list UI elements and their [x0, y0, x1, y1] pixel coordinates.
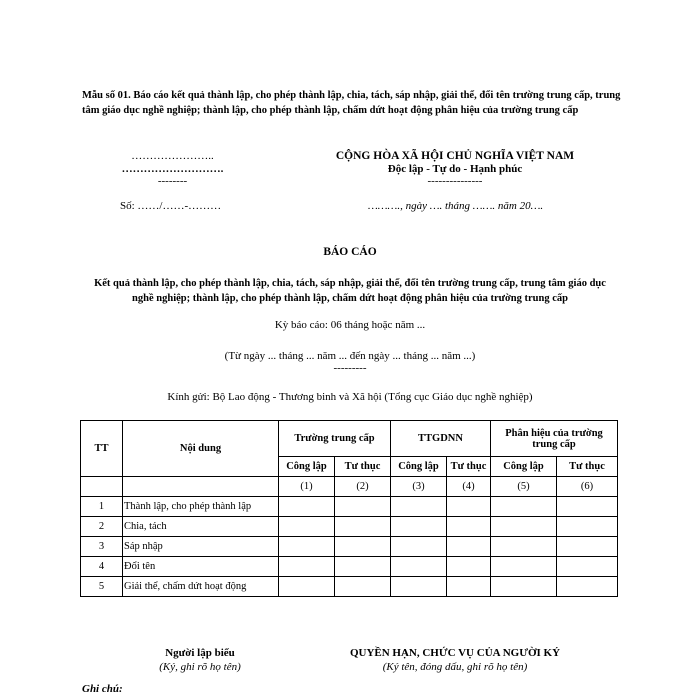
recipient: Kính gửi: Bộ Lao động - Thương binh và Xã hội (Tổng cục Giáo dục nghề nghiệp) — [167, 391, 533, 403]
table-cell[interactable] — [391, 517, 447, 537]
table-row — [81, 557, 618, 577]
signer-note: (Ký, ghi rõ họ tên) — [159, 661, 241, 673]
report-heading: BÁO CÁO — [323, 246, 377, 258]
table-cell[interactable] — [335, 577, 391, 597]
row-tt: 5 — [81, 577, 123, 597]
report-subtitle: Kết quả thành lập, cho phép thành lập, chia, tách, sáp nhập, giải thể, đổi tên trường trung cấp, trung tâm giáo dục nghề nghiệp; thành lập, cho phép thành lập, chấm dứt hoạt động phân hiệu của trường trung cấp — [94, 278, 606, 304]
form-title: Mẫu số 01. Báo cáo kết quả thành lập, cho phép thành lập, chia, tách, sáp nhập, giải thể, đổi tên trường trung cấp, trung tâm giáo dục nghề nghiệp; thành lập, cho phép thành lập, chấm dứt hoạt động phân hiệu của trường trung cấp — [82, 90, 621, 116]
nation-name: CỘNG HÒA XÃ HỘI CHỦ NGHĨA VIỆT NAM — [335, 150, 575, 162]
authority-note: (Ký tên, đóng dấu, ghi rõ họ tên) — [382, 661, 528, 673]
table-row — [81, 577, 618, 597]
notes-label: Ghi chú: — [82, 683, 123, 695]
header-private-1: Tư thục — [335, 457, 391, 477]
column-number: (4) — [447, 477, 491, 497]
table-cell[interactable] — [335, 497, 391, 517]
header-public-3: Công lập — [491, 457, 557, 477]
table-cell[interactable] — [279, 537, 335, 557]
table-cell[interactable] — [391, 577, 447, 597]
table-cell[interactable] — [391, 537, 447, 557]
report-separator: --------- — [333, 362, 367, 374]
table-cell[interactable] — [335, 537, 391, 557]
row-tt: 2 — [81, 517, 123, 537]
header-group-ttgdnn: TTGDNN — [391, 421, 491, 457]
table-cell[interactable] — [335, 517, 391, 537]
table-cell[interactable] — [391, 497, 447, 517]
header-tt: TT — [81, 421, 123, 477]
agency-separator: -------- — [157, 175, 188, 187]
table-cell[interactable] — [557, 557, 618, 577]
table-cell[interactable] — [491, 497, 557, 517]
column-number-row — [81, 477, 618, 497]
column-number: (2) — [335, 477, 391, 497]
table-cell[interactable] — [557, 497, 618, 517]
column-number: (3) — [391, 477, 447, 497]
motto-separator: --------------- — [427, 175, 483, 187]
table-row — [81, 517, 618, 537]
column-number: (6) — [557, 477, 618, 497]
table-cell — [123, 477, 279, 497]
table-cell[interactable] — [491, 517, 557, 537]
row-content: Chia, tách — [123, 517, 279, 537]
table-cell[interactable] — [279, 497, 335, 517]
table-cell[interactable] — [447, 537, 491, 557]
header-content: Nội dung — [123, 421, 279, 477]
national-heading-block — [275, 150, 635, 188]
table-cell[interactable] — [557, 577, 618, 597]
table-cell[interactable] — [279, 557, 335, 577]
table-cell[interactable] — [557, 517, 618, 537]
column-number: (5) — [491, 477, 557, 497]
row-content: Đổi tên — [123, 557, 279, 577]
table-cell[interactable] — [335, 557, 391, 577]
header-public-1: Công lập — [279, 457, 335, 477]
header-group-vocational-school: Trường trung cấp — [279, 421, 391, 457]
table-cell[interactable] — [391, 557, 447, 577]
table-row — [81, 497, 618, 517]
agency-line-1: ………………….. — [131, 150, 214, 162]
header-public-2: Công lập — [391, 457, 447, 477]
row-tt: 1 — [81, 497, 123, 517]
table-cell[interactable] — [447, 577, 491, 597]
authority-label: QUYỀN HẠN, CHỨC VỤ CỦA NGƯỜI KÝ — [349, 647, 561, 659]
place-date: ………., ngày …. tháng ……. năm 20…. — [368, 200, 544, 212]
header-private-3: Tư thục — [557, 457, 618, 477]
report-period: Kỳ báo cáo: 06 tháng hoặc năm ... — [274, 319, 426, 331]
table-cell[interactable] — [491, 557, 557, 577]
table-cell[interactable] — [491, 537, 557, 557]
signer-label: Người lập biểu — [165, 647, 235, 659]
table-cell[interactable] — [447, 557, 491, 577]
header-group-branch: Phân hiệu của trường trung cấp — [491, 421, 618, 457]
column-number: (1) — [279, 477, 335, 497]
report-date-range: (Từ ngày ... tháng ... năm ... đến ngày ... tháng ... năm ...) — [224, 350, 476, 362]
table-cell[interactable] — [279, 577, 335, 597]
table-cell[interactable] — [491, 577, 557, 597]
row-tt: 4 — [81, 557, 123, 577]
row-content: Thành lập, cho phép thành lập — [123, 497, 279, 517]
row-tt: 3 — [81, 537, 123, 557]
table-cell — [81, 477, 123, 497]
document-number: Số: ……/……-……… — [120, 200, 222, 212]
row-content: Giải thể, chấm dứt hoạt động — [123, 577, 279, 597]
table-row — [81, 537, 618, 557]
table-cell[interactable] — [279, 517, 335, 537]
header-private-2: Tư thục — [447, 457, 491, 477]
report-table — [80, 420, 618, 597]
table-cell[interactable] — [557, 537, 618, 557]
national-motto: Độc lập - Tự do - Hạnh phúc — [387, 162, 523, 175]
agency-line-2: ………………………. — [121, 162, 224, 175]
issuing-agency-block — [100, 150, 245, 188]
table-cell[interactable] — [447, 497, 491, 517]
row-content: Sáp nhập — [123, 537, 279, 557]
table-cell[interactable] — [447, 517, 491, 537]
